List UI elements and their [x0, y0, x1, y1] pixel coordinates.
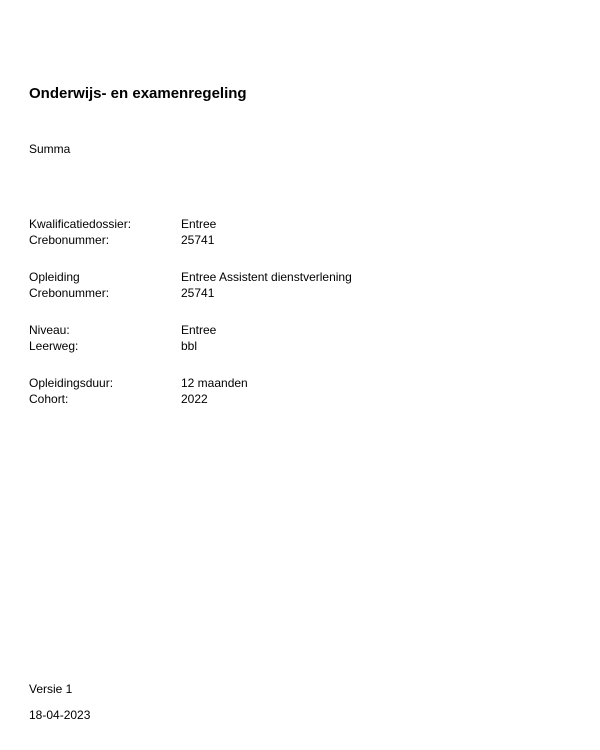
info-label: Opleidingsduur: [29, 376, 114, 390]
info-row [29, 322, 429, 338]
info-label: Leerweg: [29, 339, 79, 353]
info-group-level [29, 322, 429, 354]
info-row [29, 269, 429, 285]
info-value: 12 maanden [181, 376, 248, 390]
info-row [29, 285, 429, 301]
info-value: Entree [181, 323, 217, 337]
info-value: Entree Assistent dienstverlening [181, 270, 352, 284]
info-group-duration [29, 375, 429, 407]
info-label: Cohort: [29, 392, 69, 406]
info-label: Kwalificatiedossier: [29, 217, 132, 231]
document-date: 18-04-2023 [29, 708, 91, 722]
info-label: Crebonummer: [29, 233, 110, 247]
info-value: 25741 [181, 286, 215, 300]
info-row [29, 391, 429, 407]
info-row [29, 338, 429, 354]
info-value: bbl [181, 339, 198, 353]
info-group-qualification [29, 216, 429, 248]
info-label: Crebonummer: [29, 286, 110, 300]
info-row [29, 375, 429, 391]
info-value: 25741 [181, 233, 215, 247]
info-value: 2022 [181, 392, 208, 406]
info-label: Niveau: [29, 323, 70, 337]
info-group-program [29, 269, 429, 301]
info-value: Entree [181, 217, 217, 231]
info-block [29, 216, 429, 428]
info-row [29, 216, 429, 232]
institution-name: Summa [29, 142, 71, 156]
info-row [29, 232, 429, 248]
page-title: Onderwijs- en examenregeling [29, 85, 247, 102]
info-label: Opleiding [29, 270, 80, 284]
version-label: Versie 1 [29, 682, 73, 696]
